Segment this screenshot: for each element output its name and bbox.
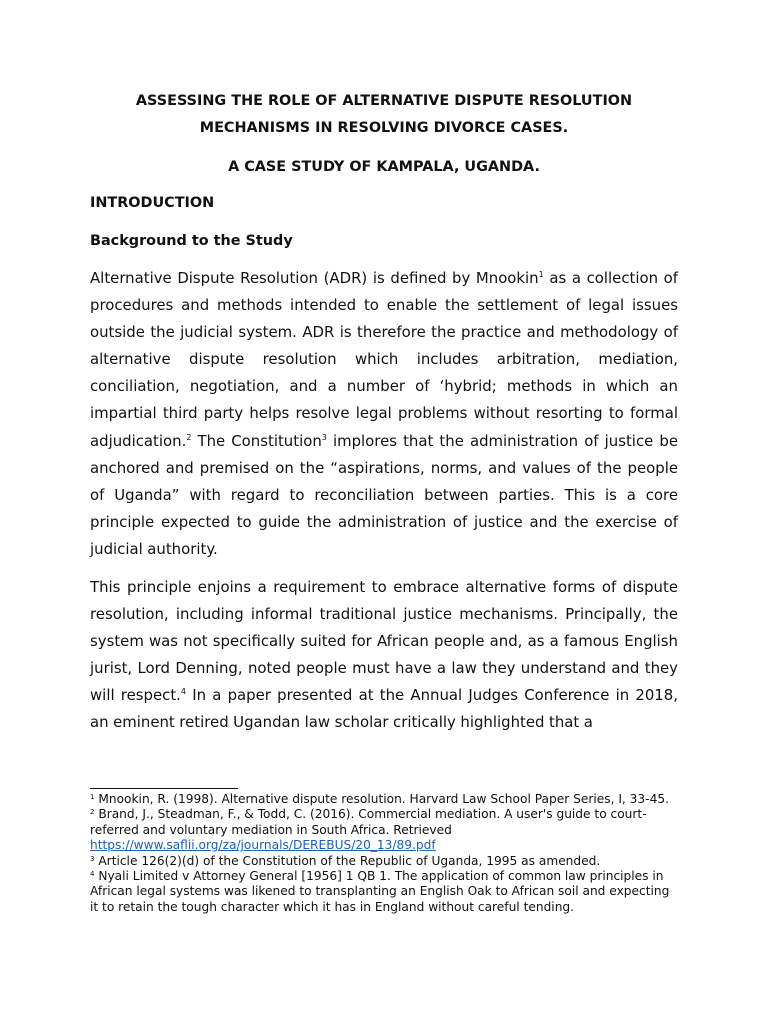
paragraph-1 [90, 265, 678, 563]
footnote-2-number: 2 [90, 808, 95, 817]
footnote-4 [90, 869, 678, 915]
footnote-3-number: 3 [90, 854, 95, 863]
paragraph-2-text-b: In a paper presented at the Annual Judges Conference in 2018, an eminent retired Ugandan law scholar critically highlighted that a [90, 686, 678, 732]
title-line-1: ASSESSING THE ROLE OF ALTERNATIVE DISPUTE RESOLUTION [135, 93, 633, 109]
document-title [90, 88, 678, 142]
footnote-3-text: Article 126(2)(d) of the Constitution of the Republic of Uganda, 1995 as amended. [94, 853, 601, 868]
paragraph-2-text-a: This principle enjoins a requirement to embrace alternative forms of dispute resolution, including informal traditional justice mechanisms. Principally, the system was not specifically suited for African people and, as a famous English jurist, Lord Denning, noted people must have a law they understand and they will respect. [90, 578, 678, 705]
footnote-2-link[interactable]: https://www.saflii.org/za/journals/DEREBUS/20_13/89.pdf [90, 838, 436, 853]
footnotes [90, 792, 678, 915]
footnote-ref-4: 4 [180, 687, 186, 697]
footnote-4-text: Nyali Limited v Attorney General [1956] 1 QB 1. The application of common law principles in African legal systems was likened to transplanting an English Oak to African soil and expecting it to retain the tough character which it has in England without careful tending. [90, 869, 670, 914]
footnote-2 [90, 807, 678, 853]
footnote-1-text: Mnookin, R. (1998). Alternative dispute resolution. Harvard Law School Paper Series, I, 33-45. [94, 792, 669, 806]
footnote-4-number: 4 [90, 870, 95, 879]
footnote-1 [90, 792, 678, 807]
paragraph-1-text-c: The Constitution [191, 431, 322, 450]
title-line-2: MECHANISMS IN RESOLVING DIVORCE CASES. [199, 120, 569, 136]
document-subtitle: A CASE STUDY OF KAMPALA, UGANDA. [228, 159, 540, 175]
paragraph-1-text-b: as a collection of procedures and methods intended to enable the settlement of legal issues outside the judicial system. ADR is therefore the practice and methodology of alternative dispute resolution which includes arbitration, mediation, conciliation, negotiation, and a number of ‘hybrid; methods in which an impartial third party helps resolve legal problems without resorting to formal adjudication. [90, 269, 679, 450]
footnote-2-text: Brand, J., Steadman, F., & Todd, C. (2016). Commercial mediation. A user's guide to court-referred and voluntary mediation in South Africa. Retrieved [90, 807, 647, 837]
footnote-ref-3: 3 [321, 432, 327, 442]
footnote-ref-1: 1 [538, 270, 544, 279]
paragraph-1-text-d: implores that the administration of justice be anchored and premised on the “aspirations, norms, and values of the people of Uganda” with regard to reconciliation between parties. This is a core principle expected to guide the administration of justice and the exercise of judicial authority. [90, 431, 678, 558]
paragraph-1-text-a: Alternative Dispute Resolution (ADR) is defined by Mnookin [90, 269, 539, 287]
footnote-ref-2: 2 [186, 432, 192, 442]
footnote-1-number: 1 [90, 793, 95, 801]
paragraph-2 [90, 574, 678, 737]
section-heading: INTRODUCTION [90, 195, 215, 211]
footnote-separator [90, 788, 238, 789]
subsection-heading: Background to the Study [90, 233, 293, 249]
footnote-3 [90, 854, 678, 869]
